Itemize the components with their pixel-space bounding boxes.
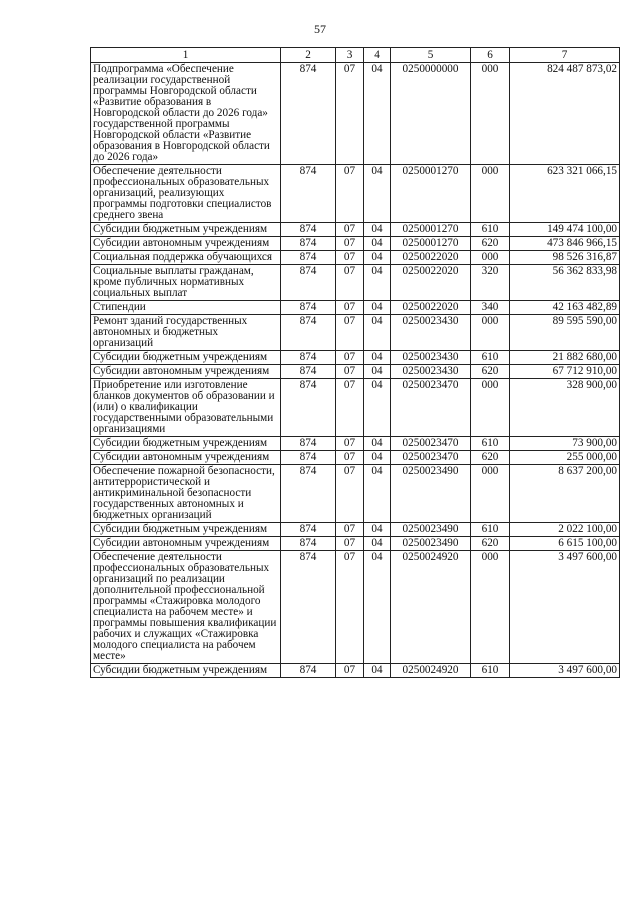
target-article-code: 0250001270 [391,165,471,223]
row-name: Субсидии автономным учреждениям [91,537,281,551]
amount: 149 474 100,00 [510,223,620,237]
section-code: 07 [336,437,364,451]
row-name: Подпрограмма «Обеспечение реализации государственной программы Новгородской области «Развитие образования в Новгородской области до 2026 года» государственной программы Новгородской области «Развитие образования в Новгородской области до 2026 года» [91,63,281,165]
row-name: Ремонт зданий государственных автономных и бюджетных организаций [91,315,281,351]
row-name: Субсидии бюджетным учреждениям [91,437,281,451]
header-cell: 1 [91,48,281,63]
ministry-code: 874 [281,351,336,365]
subsection-code: 04 [364,63,391,165]
ministry-code: 874 [281,451,336,465]
section-code: 07 [336,537,364,551]
table-row [91,379,620,437]
target-article-code: 0250023430 [391,315,471,351]
expense-type-code: 320 [471,265,510,301]
subsection-code: 04 [364,223,391,237]
target-article-code: 0250000000 [391,63,471,165]
amount: 98 526 316,87 [510,251,620,265]
subsection-code: 04 [364,301,391,315]
row-name: Социальная поддержка обучающихся [91,251,281,265]
amount: 56 362 833,98 [510,265,620,301]
target-article-code: 0250022020 [391,265,471,301]
ministry-code: 874 [281,537,336,551]
amount: 824 487 873,02 [510,63,620,165]
expense-type-code: 000 [471,551,510,664]
header-cell: 2 [281,48,336,63]
table-row [91,223,620,237]
table-row [91,251,620,265]
amount: 73 900,00 [510,437,620,451]
expense-type-code: 620 [471,451,510,465]
expense-type-code: 000 [471,251,510,265]
expense-type-code: 620 [471,237,510,251]
ministry-code: 874 [281,523,336,537]
section-code: 07 [336,664,364,678]
target-article-code: 0250023490 [391,465,471,523]
ministry-code: 874 [281,664,336,678]
target-article-code: 0250024920 [391,551,471,664]
header-cell: 3 [336,48,364,63]
table-row [91,437,620,451]
table-row [91,465,620,523]
amount: 67 712 910,00 [510,365,620,379]
target-article-code: 0250024920 [391,664,471,678]
expense-type-code: 610 [471,223,510,237]
expense-type-code: 610 [471,351,510,365]
target-article-code: 0250023470 [391,437,471,451]
header-cell: 4 [364,48,391,63]
section-code: 07 [336,265,364,301]
amount: 89 595 590,00 [510,315,620,351]
section-code: 07 [336,365,364,379]
page-number: 57 [314,22,326,36]
ministry-code: 874 [281,365,336,379]
table-row [91,315,620,351]
amount: 328 900,00 [510,379,620,437]
ministry-code: 874 [281,465,336,523]
row-name: Субсидии автономным учреждениям [91,451,281,465]
subsection-code: 04 [364,664,391,678]
target-article-code: 0250022020 [391,251,471,265]
subsection-code: 04 [364,265,391,301]
table-row [91,351,620,365]
table-row [91,451,620,465]
subsection-code: 04 [364,537,391,551]
header-row [91,48,620,63]
header-cell: 5 [391,48,471,63]
header-cell: 6 [471,48,510,63]
target-article-code: 0250023470 [391,451,471,465]
ministry-code: 874 [281,251,336,265]
row-name: Субсидии бюджетным учреждениям [91,523,281,537]
subsection-code: 04 [364,237,391,251]
amount: 3 497 600,00 [510,664,620,678]
expense-type-code: 610 [471,664,510,678]
subsection-code: 04 [364,365,391,379]
subsection-code: 04 [364,379,391,437]
amount: 42 163 482,89 [510,301,620,315]
amount: 3 497 600,00 [510,551,620,664]
ministry-code: 874 [281,301,336,315]
target-article-code: 0250023470 [391,379,471,437]
table-row [91,237,620,251]
section-code: 07 [336,315,364,351]
section-code: 07 [336,523,364,537]
section-code: 07 [336,351,364,365]
amount: 473 846 966,15 [510,237,620,251]
section-code: 07 [336,451,364,465]
expense-type-code: 610 [471,437,510,451]
target-article-code: 0250001270 [391,223,471,237]
table-row [91,537,620,551]
amount: 2 022 100,00 [510,523,620,537]
section-code: 07 [336,223,364,237]
section-code: 07 [336,379,364,437]
subsection-code: 04 [364,351,391,365]
section-code: 07 [336,301,364,315]
ministry-code: 874 [281,437,336,451]
expense-type-code: 340 [471,301,510,315]
amount: 21 882 680,00 [510,351,620,365]
subsection-code: 04 [364,523,391,537]
target-article-code: 0250023490 [391,537,471,551]
section-code: 07 [336,465,364,523]
ministry-code: 874 [281,237,336,251]
amount: 623 321 066,15 [510,165,620,223]
target-article-code: 0250023490 [391,523,471,537]
expense-type-code: 000 [471,315,510,351]
row-name: Субсидии бюджетным учреждениям [91,664,281,678]
table-row [91,523,620,537]
row-name: Субсидии автономным учреждениям [91,237,281,251]
row-name: Субсидии бюджетным учреждениям [91,351,281,365]
section-code: 07 [336,63,364,165]
expense-type-code: 620 [471,365,510,379]
amount: 8 637 200,00 [510,465,620,523]
budget-table [90,47,620,678]
amount: 255 000,00 [510,451,620,465]
target-article-code: 0250001270 [391,237,471,251]
row-name: Субсидии автономным учреждениям [91,365,281,379]
ministry-code: 874 [281,165,336,223]
section-code: 07 [336,165,364,223]
expense-type-code: 610 [471,523,510,537]
row-name: Приобретение или изготовление бланков документов об образовании и (или) о квалификации государственными образовательными организациями [91,379,281,437]
section-code: 07 [336,551,364,664]
expense-type-code: 620 [471,537,510,551]
row-name: Субсидии бюджетным учреждениям [91,223,281,237]
row-name: Социальные выплаты гражданам, кроме публичных нормативных социальных выплат [91,265,281,301]
ministry-code: 874 [281,551,336,664]
target-article-code: 0250023430 [391,351,471,365]
ministry-code: 874 [281,63,336,165]
header-cell: 7 [510,48,620,63]
ministry-code: 874 [281,265,336,301]
table-row [91,551,620,664]
subsection-code: 04 [364,437,391,451]
subsection-code: 04 [364,165,391,223]
expense-type-code: 000 [471,379,510,437]
target-article-code: 0250022020 [391,301,471,315]
section-code: 07 [336,251,364,265]
row-name: Стипендии [91,301,281,315]
subsection-code: 04 [364,451,391,465]
expense-type-code: 000 [471,63,510,165]
expense-type-code: 000 [471,465,510,523]
subsection-code: 04 [364,315,391,351]
ministry-code: 874 [281,223,336,237]
subsection-code: 04 [364,251,391,265]
table-row [91,301,620,315]
ministry-code: 874 [281,315,336,351]
table-row [91,165,620,223]
table-row [91,265,620,301]
row-name: Обеспечение пожарной безопасности, антитеррористической и антикриминальной безопасности государственных автономных и бюджетных организаций [91,465,281,523]
subsection-code: 04 [364,465,391,523]
table-row [91,63,620,165]
row-name: Обеспечение деятельности профессиональных образовательных организаций, реализующих программы подготовки специалистов среднего звена [91,165,281,223]
ministry-code: 874 [281,379,336,437]
table-row [91,664,620,678]
expense-type-code: 000 [471,165,510,223]
target-article-code: 0250023430 [391,365,471,379]
amount: 6 615 100,00 [510,537,620,551]
section-code: 07 [336,237,364,251]
subsection-code: 04 [364,551,391,664]
row-name: Обеспечение деятельности профессиональных образовательных организаций по реализации дополнительной профессиональной программы «Стажировка молодого специалиста на рабочем месте» и программы повышения квалификации рабочих и служащих «Стажировка молодого специалиста на рабочем месте» [91,551,281,664]
table-row [91,365,620,379]
